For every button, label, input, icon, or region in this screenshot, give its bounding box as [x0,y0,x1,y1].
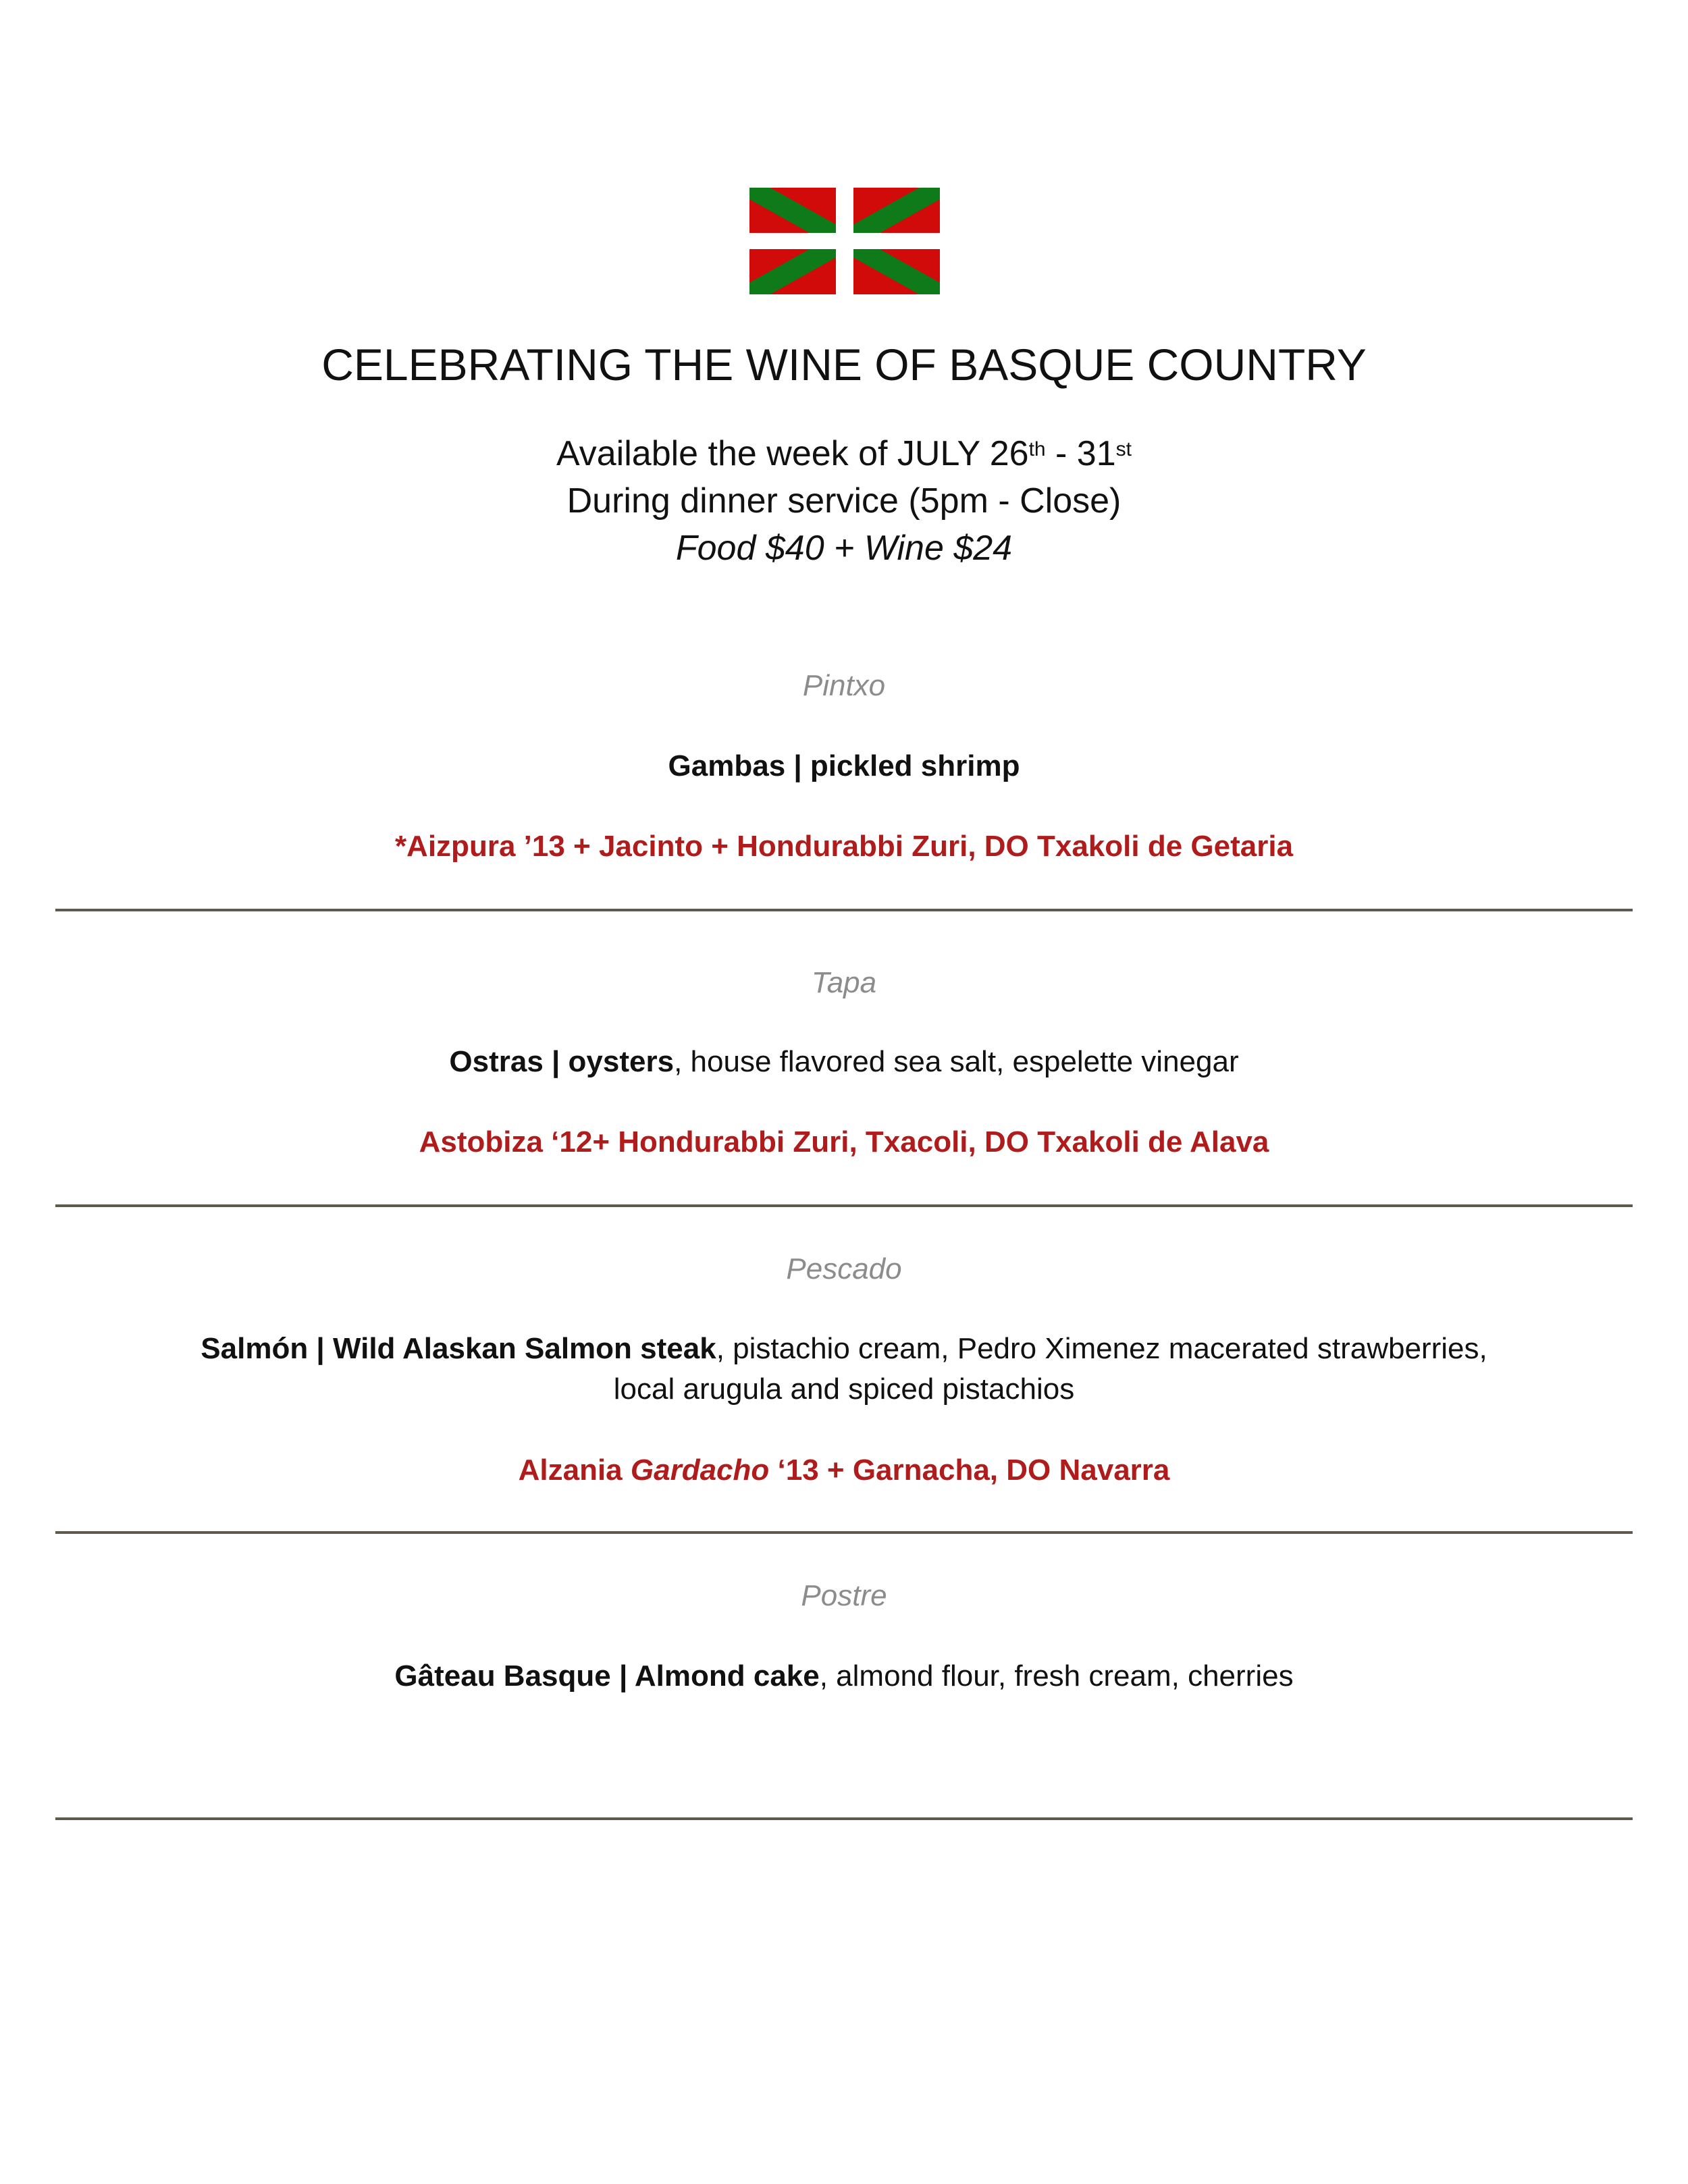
course-name-pescado: Pescado [786,1252,902,1285]
page-title: CELEBRATING THE WINE OF BASQUE COUNTRY [321,340,1367,390]
wine-pescado: Alzania Gardacho ‘13 + Garnacha, DO Navarra [518,1454,1170,1487]
dish-tapa: Ostras | oysters, house flavored sea salt, espelette vinegar [449,1045,1239,1078]
availability-dates: Available the week of JULY 26th - 31st [556,434,1132,473]
course-name-pintxo: Pintxo [802,669,886,702]
basque-flag-icon [749,188,940,294]
wine-tapa: Astobiza ‘12+ Hondurabbi Zuri, Txacoli, DO Txakoli de Alava [419,1125,1269,1158]
dish-pescado: Salmón | Wild Alaskan Salmon steak, pistachio cream, Pedro Ximenez macerated strawberries, [201,1332,1487,1365]
course-name-postre: Postre [801,1579,887,1612]
divider [55,1204,1633,1207]
dish-pescado-line2: local arugula and spiced pistachios [613,1373,1075,1406]
dish-postre: Gâteau Basque | Almond cake, almond flour, fresh cream, cherries [394,1659,1294,1693]
divider [55,909,1633,911]
divider [55,1817,1633,1820]
divider [55,1531,1633,1534]
wine-pintxo: *Aizpura ’13 + Jacinto + Hondurabbi Zuri, DO Txakoli de Getaria [394,830,1294,863]
dish-pintxo: Gambas | pickled shrimp [668,749,1020,782]
service-hours: During dinner service (5pm - Close) [566,481,1122,521]
course-name-tapa: Tapa [811,966,877,999]
price-line: Food $40 + Wine $24 [675,529,1013,568]
